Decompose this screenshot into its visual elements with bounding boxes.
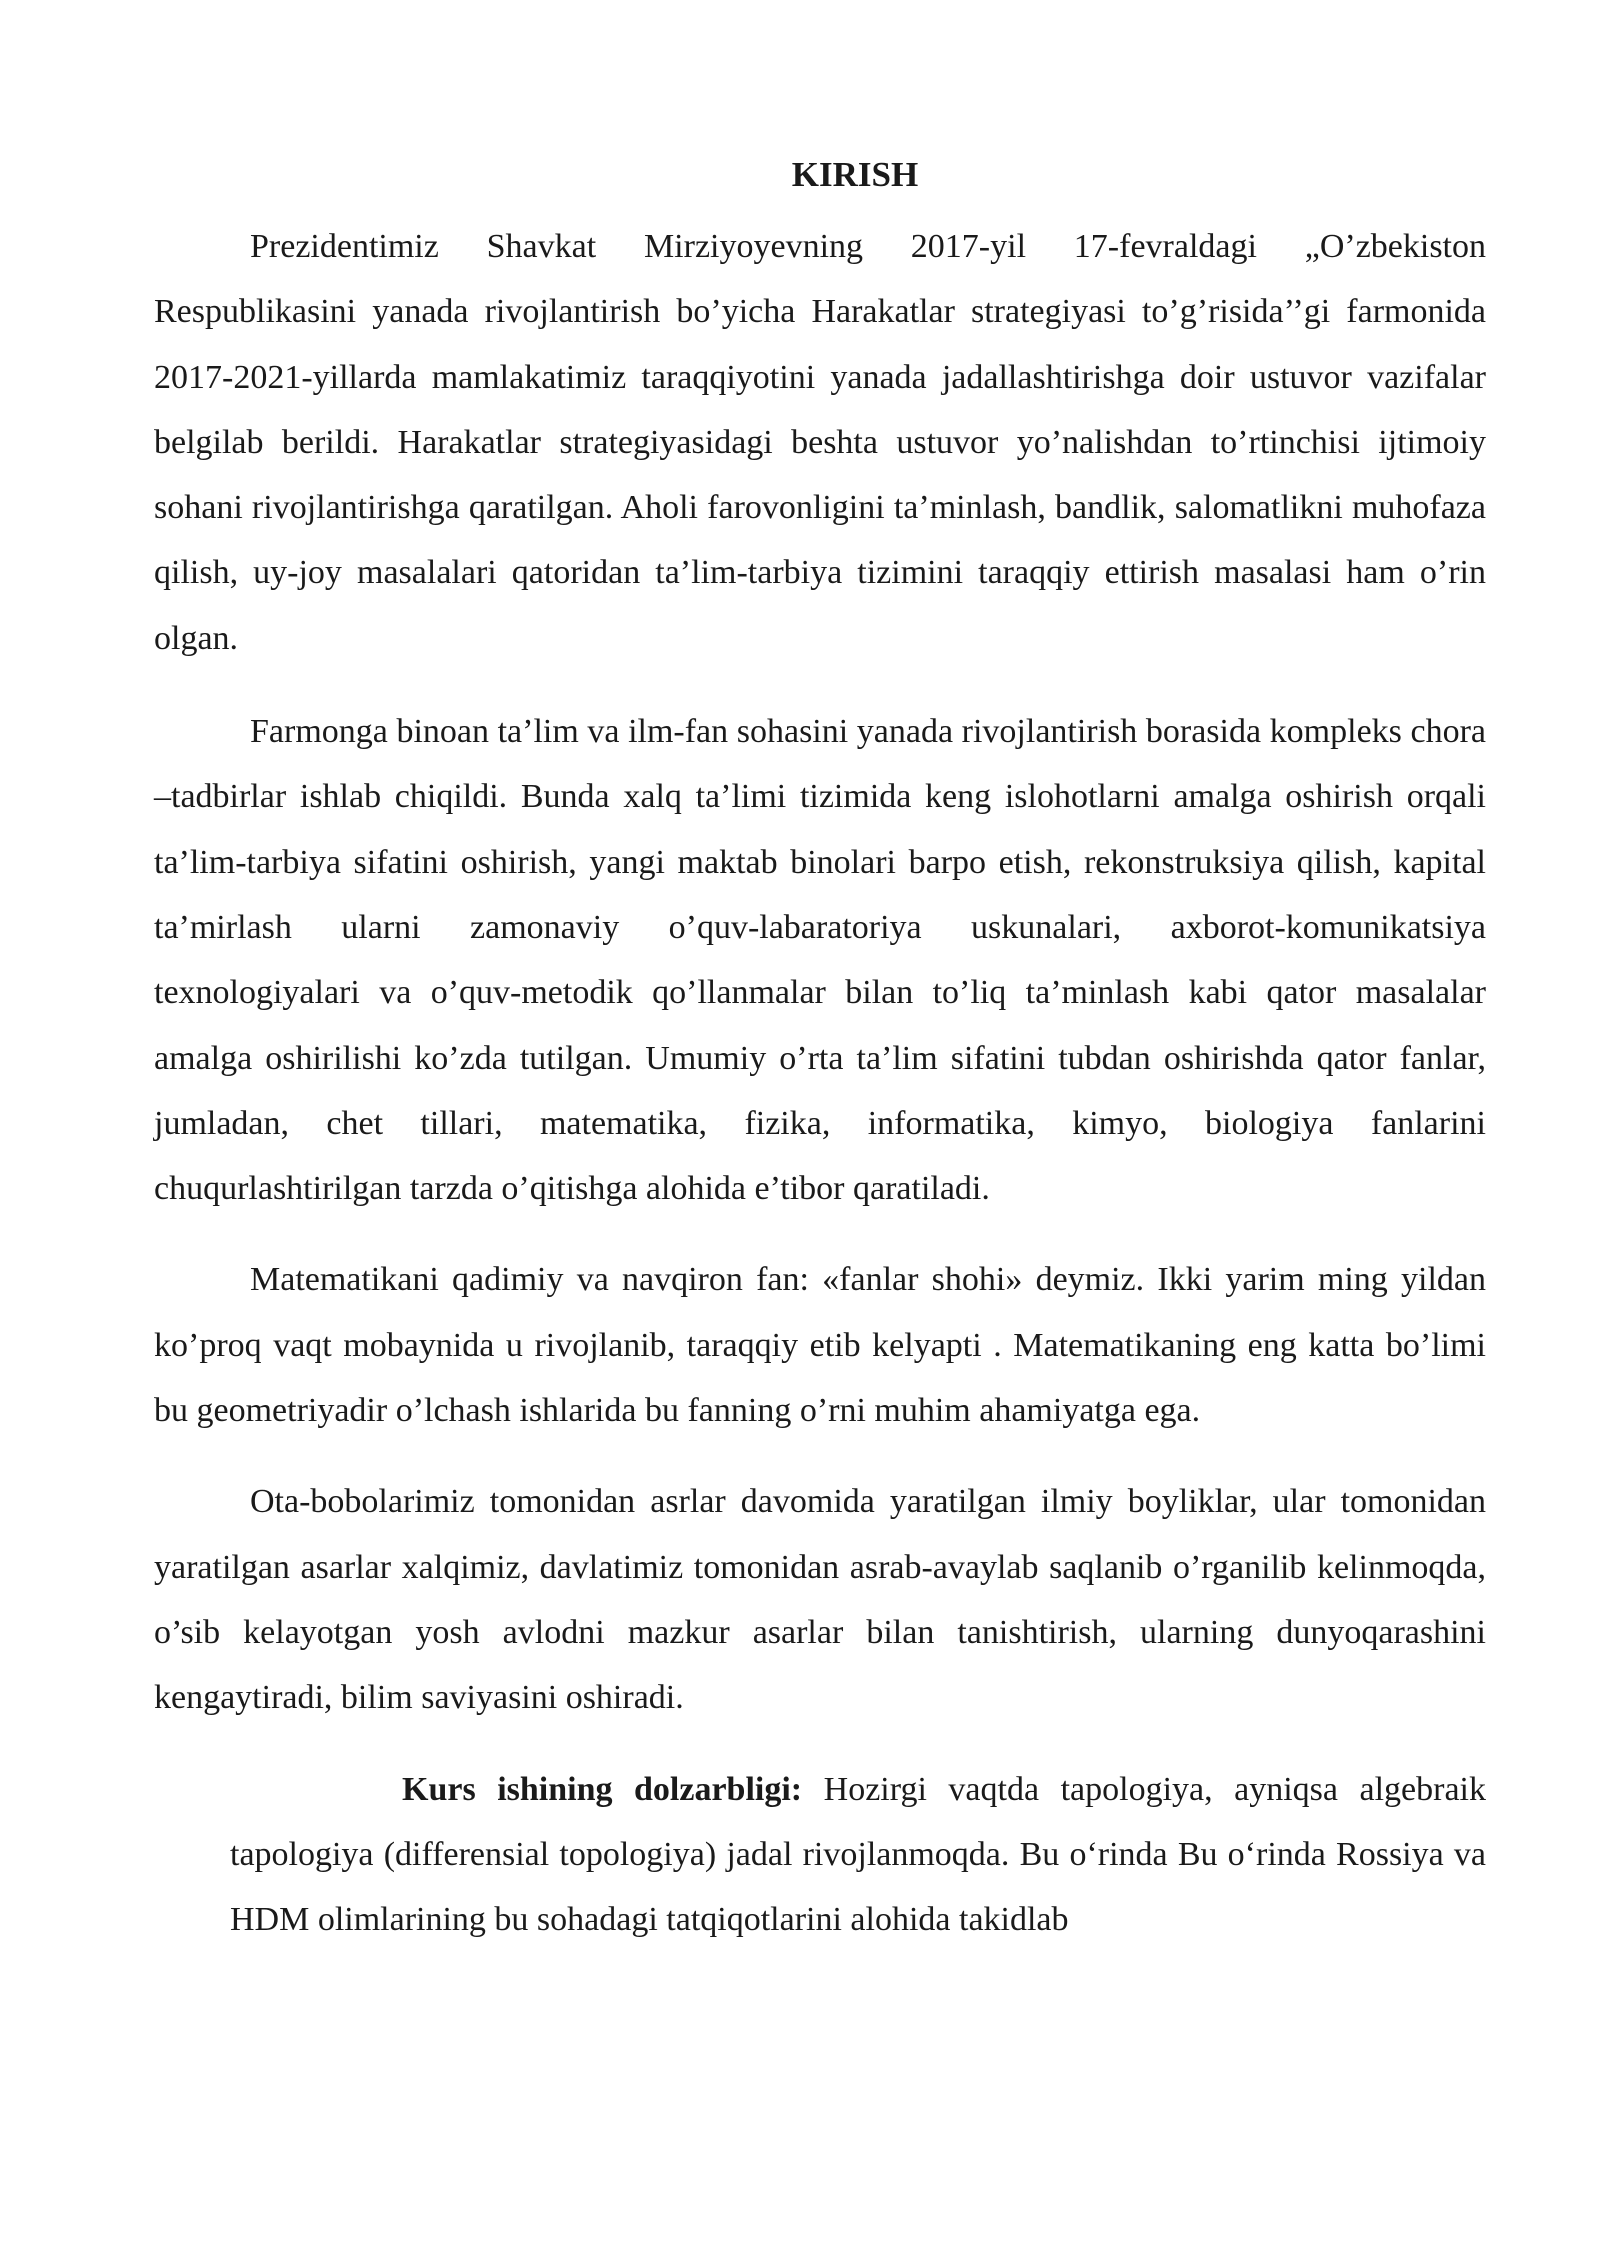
relevance-text: Hozirgi vaqtda tapologiya, ayniqsa algebraik tapologiya (differensial topologiya) jadal rivojlanmoqda. Bu o‘rinda Bu o‘rinda Rossiya va HDM olimlarining bu sohadagi tatqiqotlarini alohida takidlab (230, 1770, 1486, 1939)
section-title: KIRISH (791, 155, 919, 194)
paragraph-mathematics: Matematikani qadimiy va navqiron fan: «fanlar shohi» deymiz. Ikki yarim ming yildan ko’proq vaqt mobaynida u rivojlanib, taraqqiy etib kelyapti . Matematikaning eng katta bo’limi bu geometriyadir o’lchash ishlarida bu fanning o’rni muhim ahamiyatga ega. (154, 1261, 1486, 1430)
relevance-label: Kurs ishining dolzarbligi: (402, 1770, 803, 1808)
paragraph-heritage: Ota-bobolarimiz tomonidan asrlar davomida yaratilgan ilmiy boyliklar, ular tomonidan yaratilgan asarlar xalqimiz, davlatimiz tomonidan asrab-avaylab saqlanib o’rganilib kelinmoqda, o’sib kelayotgan yosh avlodni mazkur asarlar bilan tanishtirish, ularning dunyoqarashini kengaytiradi, bilim saviyasini oshiradi. (154, 1483, 1486, 1717)
paragraph-education-reform: Farmonga binoan ta’lim va ilm-fan sohasini yanada rivojlantirish borasida kompleks chora –tadbirlar ishlab chiqildi. Bunda xalq ta’limi tizimida keng islohotlarni amalga oshirish orqali ta’lim-tarbiya sifatini oshirish, yangi maktab binolari barpo etish, rekonstruksiya qilish, kapital ta’mirlash ularni zamonaviy o’quv-labaratoriya uskunalari, axborot-komunikatsiya texnologiyalari va o’quv-metodik qo’llanmalar bilan to’liq ta’minlash kabi qator masalalar amalga oshirilishi ko’zda tutilgan. Umumiy o’rta ta’lim sifatini tubdan oshirishda qator fanlar, jumladan, chet tillari, matematika, fizika, informatika, kimyo, biologiya fanlarini chuqurlashtirilgan tarzda o’qitishga alohida e’tibor qaratiladi. (154, 713, 1486, 1208)
paragraph-intro-strategy: Prezidentimiz Shavkat Mirziyoyevning 2017-yil 17-fevraldagi „O’zbekiston Respublikasini yanada rivojlantirish bo’yicha Harakatlar strategiyasi to’g’risida’’gi farmonida 2017-2021-yillarda mamlakatimiz taraqqiyotini yanada jadallashtirishga doir ustuvor vazifalar belgilab berildi. Harakatlar strategiyasidagi beshta ustuvor yo’nalishdan to’rtinchisi ijtimoiy sohani rivojlantirishga qaratilgan. Aholi farovonligini ta’minlash, bandlik, salomatlikni muhofaza qilish, uy-joy masalalari qatoridan ta’lim-tarbiya tizimini taraqqiy ettirish masalasi ham o’rin olgan. (154, 228, 1486, 657)
paragraph-relevance (230, 1757, 1486, 1953)
document-body (154, 150, 1486, 1978)
